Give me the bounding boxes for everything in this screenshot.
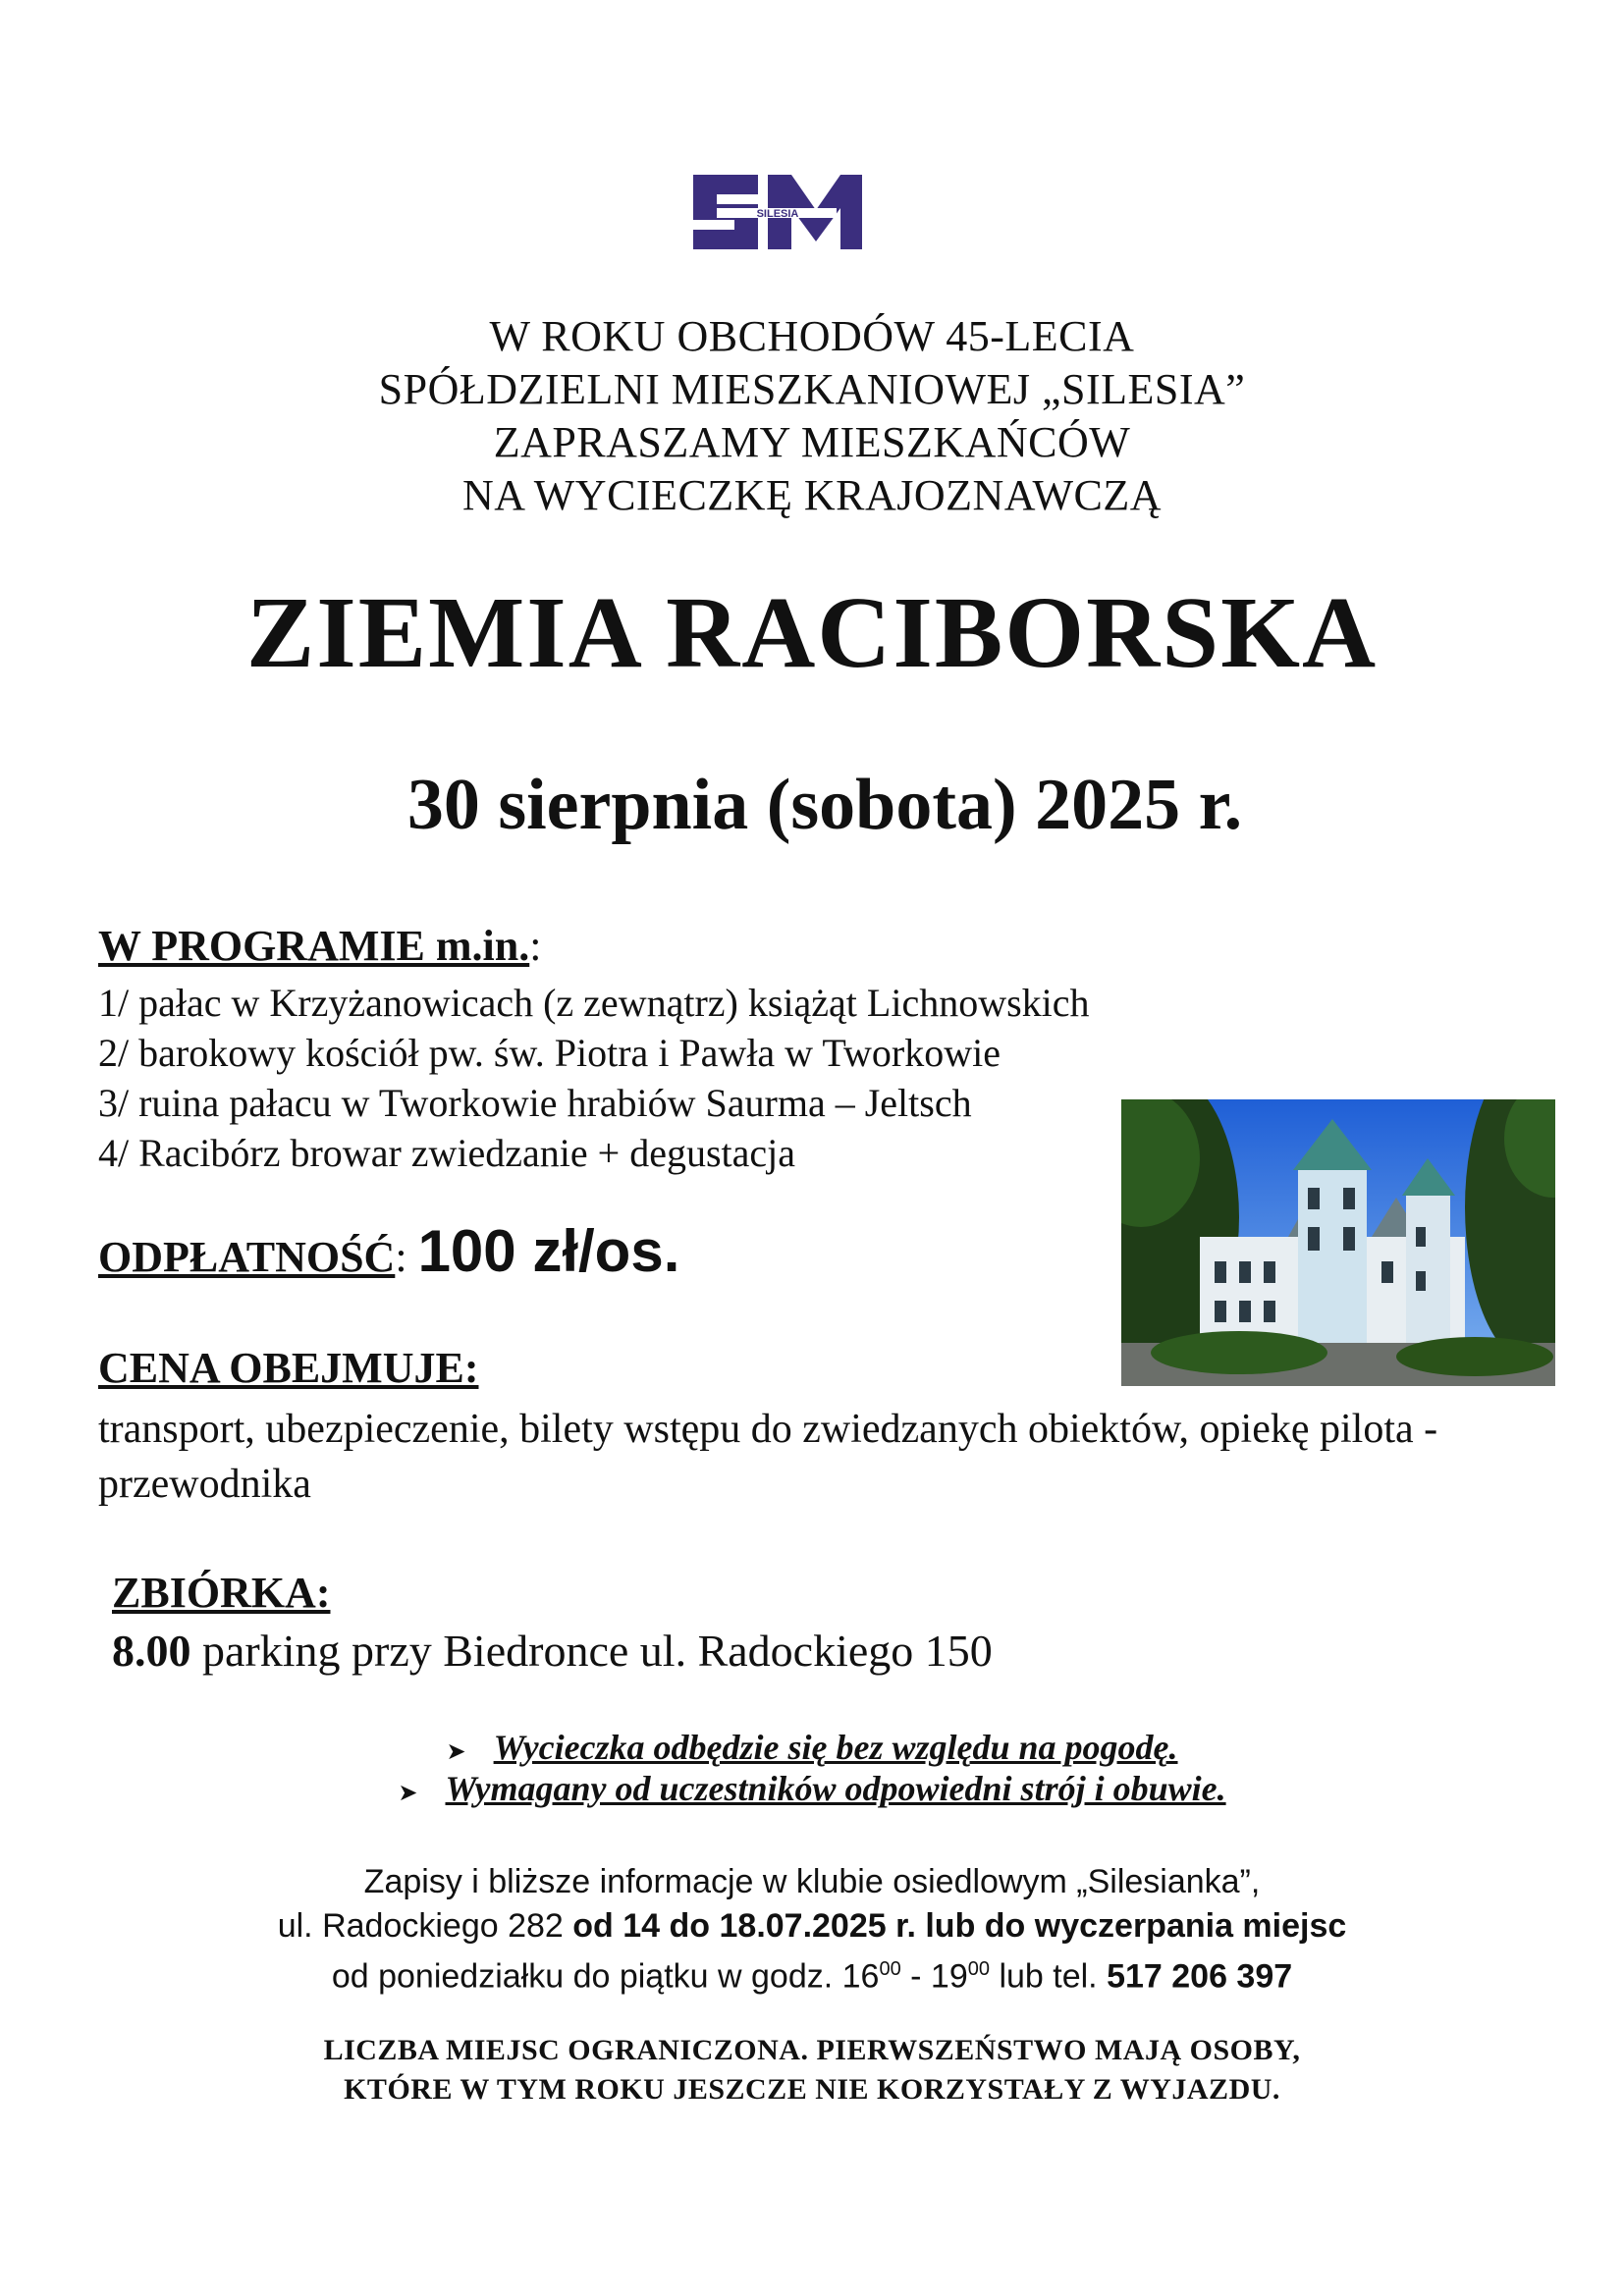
contact-line-3: od poniedziałku do piątku w godz. $16^{00} - 19^{00}$ lub tel. 517 206 397 [331, 1957, 1293, 1996]
trip-date: 30 sierpnia (sobota) 2025 r. [406, 765, 1243, 845]
logo-inner-text: SILESIA [756, 208, 799, 220]
palace-photo [1121, 1099, 1555, 1386]
program-item: 2/ barokowy kościół pw. św. Piotra i Pawła w Tworkowie [98, 1031, 1001, 1075]
phone-number: 517 206 397 [1107, 1957, 1293, 1996]
note-attire: ➤ Wymagany od uczestników odpowiedni strój i obuwie. [0, 1767, 1624, 1814]
meeting-details [112, 1625, 993, 1677]
program-list [98, 978, 1090, 1178]
silesia-logo [689, 165, 864, 259]
intro-line-4: NA WYCIECZKĘ KRAJOZNAWCZĄ [461, 471, 1163, 519]
footer-line-2: KTÓRE W TYM ROKU JESZCZE NIE KORZYSTAŁY Z WYJAZDU. [344, 2073, 1280, 2106]
includes-heading: CENA OBEJMUJE: [98, 1344, 479, 1392]
program-item: 3/ ruina pałacu w Tworkowie hrabiów Saurma – Jeltsch [98, 1081, 972, 1125]
meeting-place: parking przy Biedronce ul. Radockiego 150 [202, 1626, 993, 1676]
program-heading: W PROGRAMIE m.in. [98, 922, 530, 970]
price-value: 100 zł/os. [417, 1218, 680, 1284]
arrowhead-bullet-icon: ➤ [398, 1778, 418, 1806]
arrowhead-bullet-icon: ➤ [446, 1736, 466, 1765]
meeting-heading: ZBIÓRKA: [112, 1569, 331, 1617]
footer-line-1: LICZBA MIEJSC OGRANICZONA. PIERWSZEŃSTWO MAJĄ OSOBY, [323, 2034, 1301, 2066]
price-label: ODPŁATNOŚĆ [98, 1233, 396, 1281]
program-item: 4/ Racibórz browar zwiedzanie + degustacja [98, 1131, 796, 1175]
intro-line-3: ZAPRASZAMY MIESZKAŃCÓW [493, 418, 1131, 466]
program-section: W PROGRAMIE m.in.: [98, 922, 542, 970]
includes-text: transport, ubezpieczenie, bilety wstępu do zwiedzanych obiektów, opiekę pilota - przewodnika [98, 1407, 1438, 1507]
note-weather: ➤ Wycieczka odbędzie się bez względu na pogodę. [0, 1726, 1624, 1773]
registration-dates: od 14 do 18.07.2025 r. lub do wyczerpania miejsc [572, 1907, 1347, 1945]
intro-line-1: W ROKU OBCHODÓW 45-LECIA [489, 312, 1135, 360]
contact-line-1: Zapisy i bliższe informacje w klubie osiedlowym „Silesianka”, [363, 1863, 1261, 1900]
main-title: ZIEMIA RACIBORSKA [245, 576, 1379, 689]
contact-line-2: ul. Radockiego 282 od 14 do 18.07.2025 r. lub do wyczerpania miejsc [277, 1907, 1347, 1945]
meeting-time: 8.00 [112, 1626, 191, 1676]
price-section: ODPŁATNOŚĆ: 100 zł/os. [98, 1218, 680, 1284]
program-item: 1/ pałac w Krzyżanowicach (z zewnątrz) książąt Lichnowskich [98, 981, 1090, 1025]
intro-line-2: SPÓŁDZIELNI MIESZKANIOWEJ „SILESIA” [378, 365, 1246, 413]
